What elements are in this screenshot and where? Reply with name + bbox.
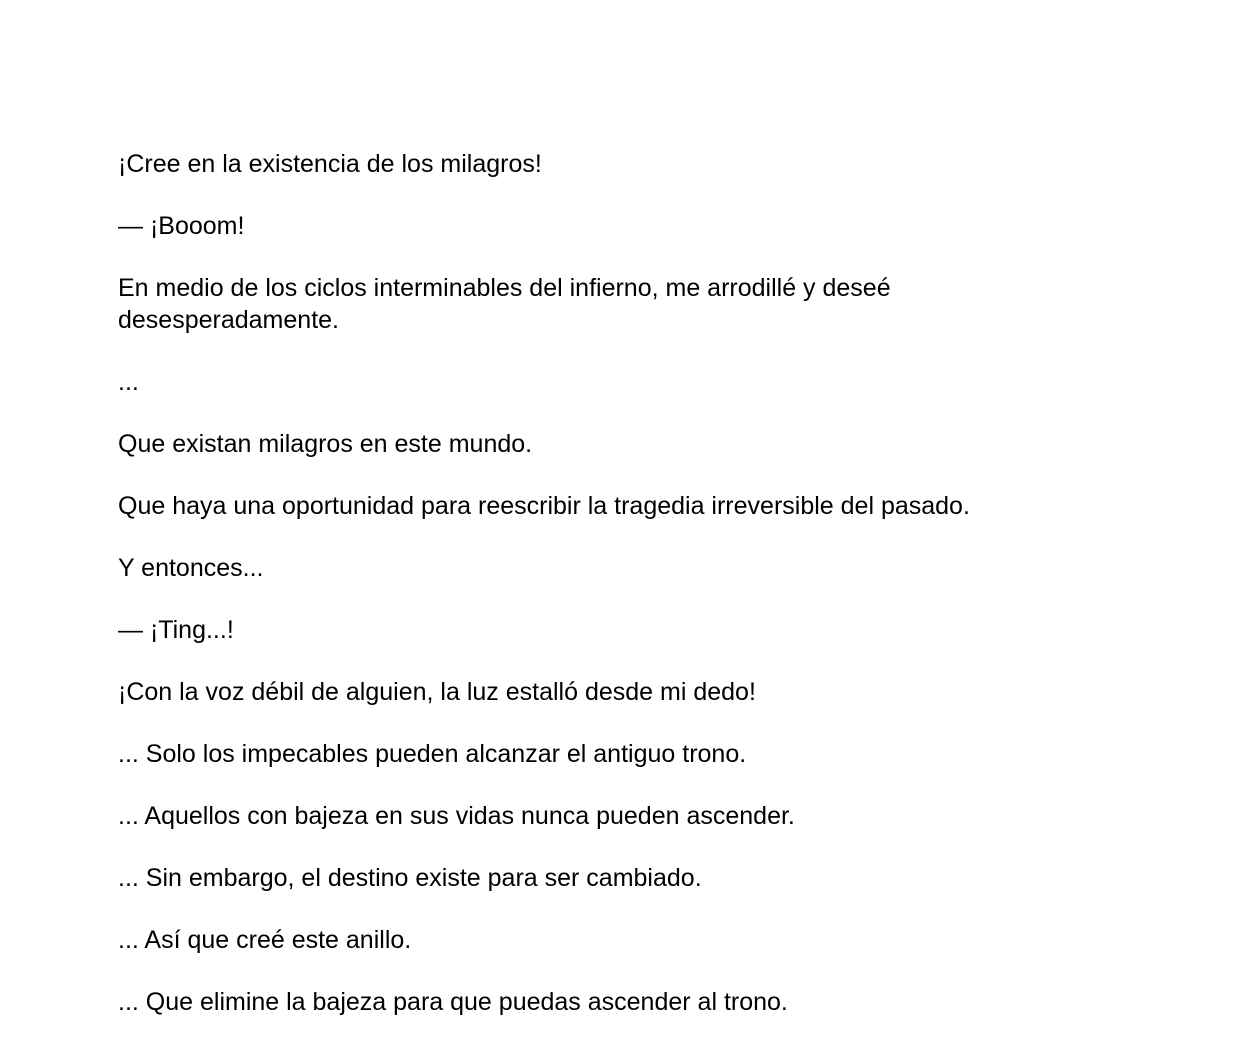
paragraph: — ¡Booom! (118, 212, 245, 240)
paragraph: En medio de los ciclos interminables del infierno, me arrodillé y deseé desesperadamente. (118, 274, 891, 334)
paragraph: Y entonces... (118, 554, 264, 582)
paragraph: ¡Con la voz débil de alguien, la luz estalló desde mi dedo! (118, 678, 756, 706)
paragraph: ... Que elimine la bajeza para que puedas ascender al trono. (118, 988, 788, 1016)
paragraph: ... Solo los impecables pueden alcanzar el antiguo trono. (118, 740, 747, 768)
paragraph: ... Sin embargo, el destino existe para ser cambiado. (118, 864, 702, 892)
paragraph: ... Así que creé este anillo. (118, 926, 412, 954)
paragraph: — ¡Ting...! (118, 616, 234, 644)
paragraph: Que haya una oportunidad para reescribir la tragedia irreversible del pasado. (118, 492, 970, 520)
document-body (118, 148, 1118, 1048)
paragraph: ... Aquellos con bajeza en sus vidas nunca pueden ascender. (118, 802, 795, 830)
paragraph: ¡Cree en la existencia de los milagros! (118, 150, 542, 178)
paragraph: ... (118, 368, 139, 396)
paragraph: Que existan milagros en este mundo. (118, 430, 533, 458)
